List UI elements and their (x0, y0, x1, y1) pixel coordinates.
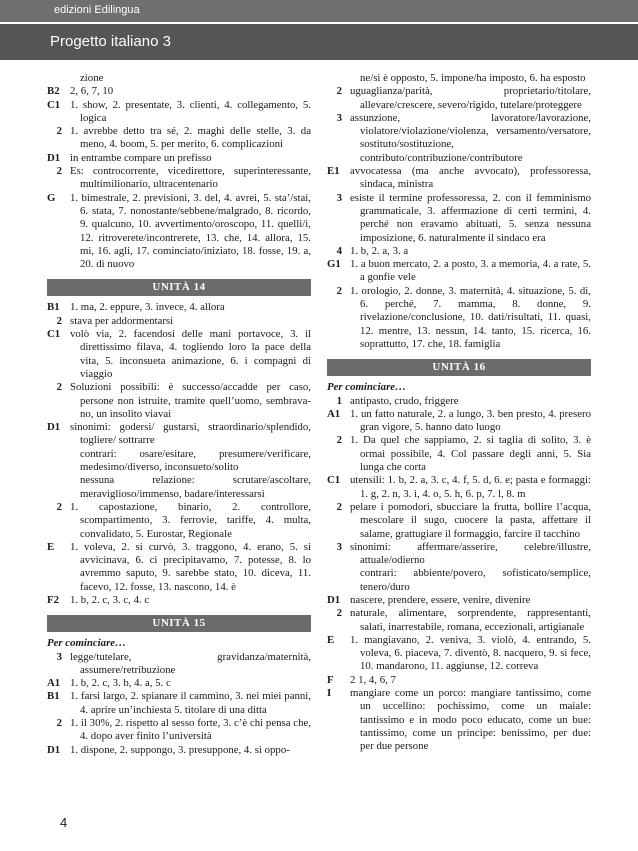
answer-text: contrari: osare/esitare, presumere/verificare, medesimo/diverso, inconsueto/solito (80, 447, 311, 474)
unit-16-title: UNITÀ 16 (327, 359, 591, 376)
answer-text: 1. un fatto naturale, 2. a lungo, 3. ben presto, 4. presero gran vigore, 5. hanno dato luogo (350, 407, 591, 434)
answer-text: 1. show, 2. presentate, 3. clienti, 4. collegamento, 5. logica (70, 98, 311, 124)
answer-entry (47, 315, 311, 328)
unit-14-title: UNITÀ 14 (47, 279, 311, 296)
exercise-label: I (327, 687, 332, 700)
unit-13-tail (47, 72, 311, 271)
answer-entry (47, 501, 311, 541)
answer-entry (327, 85, 591, 112)
publisher-name: edizioni Edilingua (54, 4, 140, 16)
exercise-label: 2 (336, 284, 342, 297)
answer-text: antipasto, crudo, friggere (350, 394, 459, 407)
answer-entry (47, 677, 311, 690)
answer-text: utensili: 1. b, 2. a, 3. c, 4. f, 5. d, 6. e; pasta e formaggi: 1. g, 2. n, 3. i, 4. o, 5. h, 6. p, 7. l, 8. m (350, 474, 591, 500)
answer-entry (327, 501, 591, 541)
answer-text: stava per addormentarsi (70, 314, 174, 327)
answer-text: esiste il termine professoressa, 2. con il femminismo grammaticale, 3. affermazione di certi termini, 4. perché non eravamo abituati, 5. senza nessuna imposizione, 6. naturalmente il sindaco era (350, 191, 591, 244)
answer-text: 1. farsi largo, 2. spianare il cammino, 3. nei miei panni, 4. aprire un’inchiesta 5. titolare di una ditta (70, 690, 311, 716)
exercise-label: D1 (47, 743, 61, 756)
exercise-label: B1 (47, 690, 60, 703)
answer-text: 2 1, 4, 6, 7 (350, 673, 396, 686)
exercise-label: E (327, 633, 335, 646)
answer-entry (47, 301, 311, 314)
exercise-label: 2 (336, 500, 342, 513)
answer-entry (327, 192, 591, 245)
exercise-label: 3 (336, 111, 342, 124)
answer-entry (47, 328, 311, 381)
answer-text: 2, 6, 7, 10 (70, 85, 114, 98)
exercise-label: D1 (47, 151, 61, 164)
exercise-label: B2 (47, 85, 60, 98)
page-number: 4 (60, 815, 68, 830)
answer-text: sinonimi: godersi/ gustarsi, straordinario/splendido, togliere/ sottrarre (70, 421, 311, 447)
exercise-label: B1 (47, 301, 60, 314)
answer-entry (327, 72, 591, 85)
answer-entry (47, 381, 311, 421)
answer-entry (327, 258, 591, 285)
exercise-label: A1 (47, 677, 61, 690)
answer-text: 1. avrebbe detto tra sé, 2. maghi delle stelle, 3. da meno, 4. boom, 5. per merito, 6. complicazioni (70, 125, 311, 151)
answer-text: sinonimi: affermare/asserire, celebre/illustre, attuale/odierno (350, 540, 591, 567)
exercise-label: 4 (336, 244, 342, 257)
exercise-label: A1 (327, 407, 341, 420)
answer-text: 1. orologio, 2. donne, 3. maternità, 4. situazione, 5. di, 6. perché, 7. mamma, 8. donne, 9. rivelazione/conclusione, 10. dati/risultati, 11. quasi, 12. mentre, 13. nessun, 14. tanto, 15. ricerca, 16. soprattutto, 17. che, 18. famiglia (350, 284, 591, 350)
answer-text: 1. b, 2. c, 3. c, 4. c (70, 593, 150, 606)
exercise-label: 2 (336, 434, 342, 447)
answer-entry (47, 690, 311, 717)
answer-text: contrari: abbiente/povero, sofisticato/semplice, tenero/duro (360, 567, 591, 593)
unit-15-title: UNITÀ 15 (47, 615, 311, 632)
answer-entry (327, 112, 591, 165)
exercise-label: 2 (56, 500, 62, 513)
exercise-label: 3 (56, 650, 62, 663)
exercise-label: 2 (56, 381, 62, 394)
answer-entry (47, 125, 311, 152)
exercise-label: G (47, 191, 56, 204)
answer-entry (47, 192, 311, 272)
answer-text: Es: controcorrente, vicedirettore, superinteressante, multimilionario, ultracentenario (70, 165, 311, 191)
answer-entry (47, 474, 311, 501)
answer-entry (47, 165, 311, 192)
exercise-label: E1 (327, 165, 340, 178)
exercise-label: 2 (56, 314, 62, 327)
answer-text: Soluzioni possibili: è successo/accadde per caso, persone non istruite, tramite quell’uomo, sembrava-no, un insolito viavai (70, 381, 311, 420)
answer-entry (327, 408, 591, 435)
answer-entry (327, 434, 591, 474)
answer-text: assunzione, lavoratore/lavorazione, violatore/violazione/violenza, versamento/versatore, sostituto/sostituzione, contributo/contribuzione/contributore (350, 111, 591, 164)
answer-text: 1. mangiavano, 2. veniva, 3. violò, 4. entrando, 5. voleva, 6. piaceva, 7. diventò, 8. nacquero, 9. si fece, 10. mandarono, 11. aggiunse, 12. correva (350, 633, 591, 673)
answer-entry (327, 541, 591, 568)
answer-text: 1. b, 2. a, 3. a (350, 244, 409, 257)
answer-text: 1. Da quel che sappiamo, 2. si taglia di solito, 3. è ormai possibile, 4. Col passare degli anni, 5. Sia lunga che corta (350, 434, 591, 474)
answer-text: 1. a buon mercato, 2. a posto, 3. a memoria, 4. a rate, 5. a gonfie vele (350, 258, 591, 284)
answer-entry (47, 541, 311, 594)
answer-entry (327, 245, 591, 258)
answer-text: ne/si è opposto, 5. impone/ha imposto, 6. ha esposto (360, 72, 586, 84)
answer-entry (47, 744, 311, 757)
answer-entry (327, 474, 591, 501)
exercise-label: C1 (327, 474, 341, 487)
answer-entry (47, 448, 311, 475)
answer-entry (327, 674, 591, 687)
answer-entry (47, 651, 311, 678)
exercise-label: 2 (56, 125, 62, 138)
exercise-label: F (327, 673, 334, 686)
answer-entry (47, 421, 311, 448)
answer-text: nascere, prendere, essere, venire, divenire (350, 593, 531, 606)
answer-text: uguaglianza/parità, proprietario/titolare, allevare/crescere, severo/rigido, tutelare/proteggere (350, 85, 591, 111)
answer-text: mangiare come un porco: mangiare tantissimo, come un uccellino: pochissimo, come un maiale: tantissimo e in modo poco educato, come un bue: tantissimo, come un principe: benissimo, per due: per due persone (350, 687, 591, 753)
answer-text: 1. ma, 2. eppure, 3. invece, 4. allora (70, 301, 225, 314)
exercise-label: 2 (56, 717, 62, 730)
exercise-label: 3 (336, 540, 342, 553)
exercise-label: F2 (47, 593, 59, 606)
answer-text: naturale, alimentare, sorprendente, rappresentanti, salati, inarrestabile, romana, eccezionali, artigianale (350, 607, 591, 633)
answer-text: legge/tutelare, gravidanza/maternità, assumere/retribuzione (70, 650, 311, 676)
publisher-bar (0, 0, 638, 22)
answer-entry (47, 72, 311, 85)
answer-entry (327, 395, 591, 408)
left-column (47, 72, 311, 757)
book-title: Progetto italiano 3 (50, 33, 171, 50)
answer-text: 1. il 30%, 2. rispetto al sesso forte, 3. c’è chi pensa che, 4. dopo aver finito l’università (70, 717, 311, 743)
answer-text: pelare i pomodori, sbucciare la frutta, bollire l’acqua, mescolare il sugo, cuocere la pasta, affettare il salame, grattugiare il formaggio, farcire il tacchino (350, 500, 591, 540)
exercise-label: 3 (336, 191, 342, 204)
exercise-label: C1 (47, 98, 61, 111)
unit-15-entries (47, 651, 311, 757)
answer-entry (47, 99, 311, 126)
exercise-label: D1 (47, 421, 61, 434)
title-bar (0, 24, 638, 60)
unit-15-tail (327, 72, 591, 351)
answer-entry (327, 634, 591, 674)
answer-entry (327, 687, 591, 753)
answer-entry (47, 152, 311, 165)
exercise-label: 2 (336, 85, 342, 98)
answer-text: nessuna relazione: scrutare/ascoltare, meraviglioso/immenso, badare/interessarsi (80, 474, 311, 500)
exercise-label: E (47, 540, 55, 553)
answer-entry (47, 717, 311, 744)
unit-15-heading: Per cominciare… (47, 637, 126, 650)
exercise-label: 2 (56, 165, 62, 178)
answer-entry (47, 594, 311, 607)
unit-14-entries (47, 301, 311, 607)
answer-text: 1. capostazione, binario, 2. controllore, scompartimento, 3. ferrovie, tariffe, 4. multa, convalidato, 5. Eurostar, Regionale (70, 500, 311, 540)
answer-text: 1. voleva, 2. si curvò, 3. traggono, 4. erano, 5. si avvicinava, 6. ci precipitavamo, 7. potesse, 8. lo avremmo saputo, 9. sarebbe stato, 10. diceva, 11. facevo, 12. fosse, 13. nascono, 14. è (70, 540, 311, 593)
answer-entry (327, 165, 591, 192)
answer-entry (327, 567, 591, 594)
answer-text: volò via, 2. facendosi delle mani portavoce, 3. il direttissimo filava, 4. togliendo loro la pace della vita, 5. inconsueta animazione, 6. i compagni di viaggio (70, 328, 311, 380)
answer-text: 1. b, 2. c, 3. b, 4. a, 5. c (70, 677, 171, 690)
answer-text: in entrambe compare un prefisso (70, 151, 212, 164)
answer-entry (47, 85, 311, 98)
exercise-label: D1 (327, 593, 341, 606)
unit-16-entries (327, 395, 591, 754)
exercise-label: 2 (336, 607, 342, 620)
right-column (327, 72, 591, 754)
answer-entry (327, 594, 591, 607)
answer-text: 1. dispone, 2. suppongo, 3. presuppone, 4. si oppo- (70, 743, 290, 756)
exercise-label: C1 (47, 328, 61, 341)
answer-entry (327, 285, 591, 351)
answer-text: avvocatessa (ma anche avvocato), professoressa, sindaca, ministra (350, 165, 591, 191)
answer-entry (327, 607, 591, 634)
unit-16-heading: Per cominciare… (327, 381, 406, 394)
exercise-label: G1 (327, 258, 341, 271)
exercise-label: 1 (336, 394, 342, 407)
answer-text: 1. bimestrale, 2. previsioni, 3. del, 4. avrei, 5. sta’/stai, 6. stata, 7. nonostante/sebbene/malgrado, 8. ricordo, 9. qualcuno, 10. avvertimento/oroscopo, 11. quelli/i, 12. ritroverete/incontrerete, 13. che, 14. allora, 15. mi, 16. agli, 17. cominciato/iniziato, 18. fosse, 19. a, 20. di nuovo (70, 191, 311, 271)
answer-text: zione (80, 72, 104, 84)
